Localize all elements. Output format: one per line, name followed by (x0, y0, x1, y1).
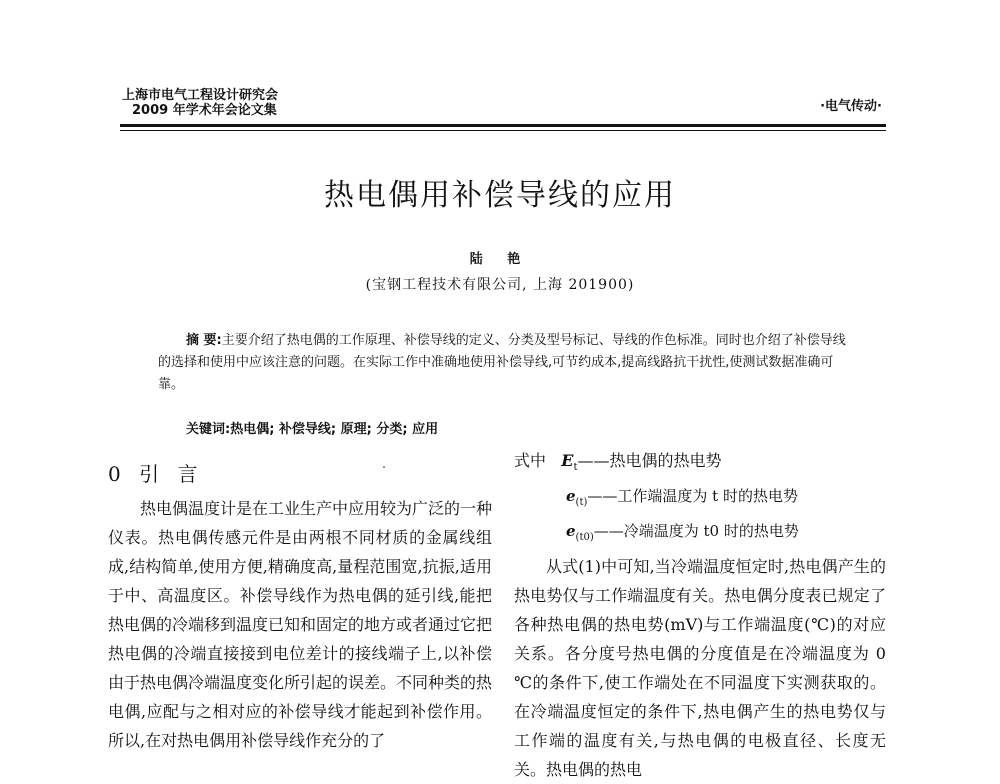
variable-def-2 (514, 482, 886, 517)
def-2-text: ——工作端温度为 t 时的热电势 (587, 487, 798, 506)
header-rule-thin (120, 130, 886, 131)
section-heading: 0 引 言 (108, 462, 204, 486)
symbol-e-t: e (566, 487, 576, 506)
symbol-E: E (561, 451, 574, 470)
symbol-E-subscript: t (573, 462, 578, 474)
keywords (186, 418, 438, 437)
abstract (158, 330, 858, 396)
where-label: 式中 (514, 451, 547, 470)
symbol-e-t0: e (566, 522, 576, 541)
def-1-text: ——热电偶的热电势 (577, 451, 722, 470)
right-column (514, 446, 886, 784)
paper-title: 热电偶用补偿导线的应用 (324, 178, 676, 213)
keywords-label: 关键词: (186, 422, 231, 437)
intro-paragraph: 热电偶温度计是在工业生产中应用较为广泛的一种仪表。热电偶传感元件是由两根不同材质的金属线组成,结构简单,使用方便,精确度高,量程范围宽,抗振,适用于中、高温度区。补偿导线作为热电偶的延引线,能把热电偶的冷端移到温度已知和固定的地方或者通过它把热电偶的冷端直接接到电位差计的接线端子上,以补偿由于热电偶冷端温度变化所引起的误差。不同种类的热电偶,应配与之相对应的补偿导线才能起到补偿作用。所以,在对热电偶用补偿导线作充分的了 (108, 499, 493, 750)
header-rule-thick (120, 124, 886, 127)
variable-def-3 (514, 517, 886, 552)
symbol-e-t0-subscript: (t0) (575, 532, 594, 544)
abstract-text: 主要介绍了热电偶的工作原理、补偿导线的定义、分类及型号标记、导线的作色标准。同时也介绍了补偿导线的选择和使用中应该注意的问题。在实际工作中准确地使用补偿导线,可节约成本,提高线路抗干扰性,使测试数据准确可靠。 (158, 333, 846, 392)
section-tag: ·电气传动· (820, 99, 882, 114)
symbol-e-t-subscript: (t) (575, 497, 588, 509)
abstract-label: 摘 要: (186, 333, 222, 348)
author: 陆 艳 (469, 252, 531, 267)
header-org-line2: 2009 年学术年会论文集 (132, 103, 277, 118)
keywords-list: 热电偶; 补偿导线; 原理; 分类; 应用 (230, 422, 439, 437)
affiliation: (宝钢工程技术有限公司, 上海 201900) (365, 277, 635, 293)
scan-speck (383, 466, 385, 468)
header-org-line1: 上海市电气工程设计研究会 (122, 88, 279, 103)
body-paragraph: 从式(1)中可知,当冷端温度恒定时,热电偶产生的热电势仅与工作端温度有关。热电偶分度表已规定了各种热电偶的热电势(mV)与工作端温度(℃)的对应关系。各分度号热电偶的分度值是在冷端温度为 0 ℃的条件下,使工作端处在不同温度下实测获取的。在冷端温度恒定的条件下,热电偶产生的热电势仅与工作端的温度有关,与热电偶的电极直径、长度无关。热电偶的热电 (514, 557, 886, 780)
def-3-text: ——冷端温度为 t0 时的热电势 (593, 522, 799, 541)
left-column (108, 494, 492, 755)
journal-header (122, 88, 278, 118)
variable-def-1 (514, 446, 886, 482)
